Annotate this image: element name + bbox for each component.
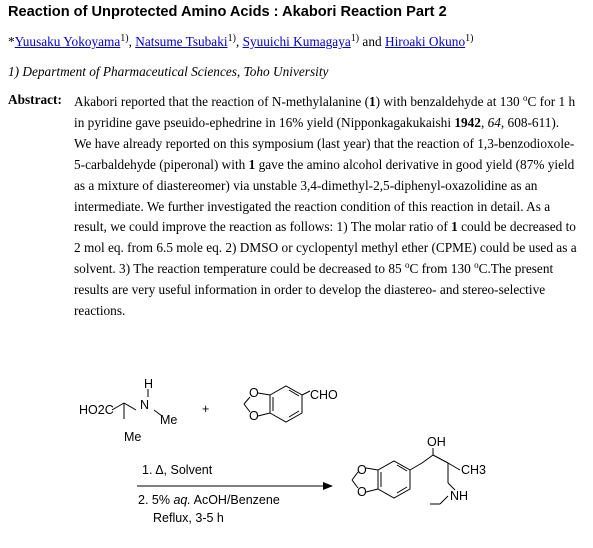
condition-step1: 1. Δ, Solvent [142, 463, 213, 477]
presenter-mark: * [8, 34, 15, 49]
reaction-scheme [0, 372, 593, 548]
product-dioxole-o1: O [357, 463, 367, 477]
dioxole-o1: O [249, 386, 259, 400]
ch3-label: CH3 [461, 463, 487, 477]
affil-mark: 1) [120, 33, 129, 44]
condition-step2: 2. 5% aq. AcOH/Benzene [138, 493, 280, 507]
c-methyl-label: Me [124, 430, 142, 444]
oh-label: OH [427, 435, 446, 449]
affiliation: 1) Department of Pharmaceutical Sciences, Toho University [8, 64, 329, 79]
plus-sign: + [202, 402, 210, 416]
author-and: and [359, 34, 385, 49]
abstract-label: Abstract: [8, 92, 62, 107]
paper-title: Reaction of Unprotected Amino Acids : Akabori Reaction Part 2 [8, 4, 447, 20]
author-link-tsubaki[interactable]: Natsume Tsubaki [135, 34, 228, 49]
n-label: N [140, 398, 150, 412]
nh-label: NH [450, 489, 469, 503]
nh-h-label: H [144, 377, 154, 391]
n-methyl-label: Me [160, 413, 178, 427]
cho-label: CHO [310, 388, 338, 402]
product-amino-alcohol [352, 448, 460, 504]
author-link-kumagaya[interactable]: Syuuichi Kumagaya [242, 34, 351, 49]
author-separator: , [128, 34, 136, 49]
affil-mark: 1) [350, 33, 360, 44]
product-dioxole-o2: O [357, 485, 367, 499]
dioxole-o2: O [249, 409, 259, 423]
author-separator: , [235, 34, 243, 49]
reactant-n-methylalanine [112, 389, 162, 419]
author-link-yokoyama[interactable]: Yuusaku Yokoyama [14, 34, 121, 49]
condition-reflux: Reflux, 3-5 h [153, 511, 224, 525]
affil-mark: 1) [227, 33, 236, 44]
reaction-arrowhead [323, 482, 333, 490]
ho2c-label: HO2C [79, 403, 114, 417]
affil-mark: 1) [465, 33, 474, 44]
author-list [8, 34, 473, 50]
author-link-okuno[interactable]: Hiroaki Okuno [384, 34, 466, 49]
abstract-text: Akabori reported that the reaction of N-methylalanine (1) with benzaldehyde at 130 $^o$C for 1 h in pyridine gave pseuido-ephedrine in 16% yield (Nipponkagakukaishi 1942, 64, 608-611). We have already reported on this symposium (last year) that the reaction of 1,3-benzodioxole-5-carbaldehyde (piperonal) with 1 gave the amino alcohol derivative in good yield (87% yield as a mixture of diastereomer) via unstable 3,4-dimethyl-2,5-diphenyl-oxazolidine as an intermediate. We further investigated the reaction condition of this reaction in detail. As a result, we could improve the reaction as follows: 1) The molar ratio of 1 could be decreased to 2 mol eq. from 6.5 mole eq. 2) DMSO or cyclopentyl methyl ether (CPME) could be used as a solvent. 3) The reaction temperature could be decreased to 85 $^o$C from 130 $^o$C.The present results are very useful information in order to develop the diastereo- and stereo-selective reactions. [74, 93, 577, 319]
